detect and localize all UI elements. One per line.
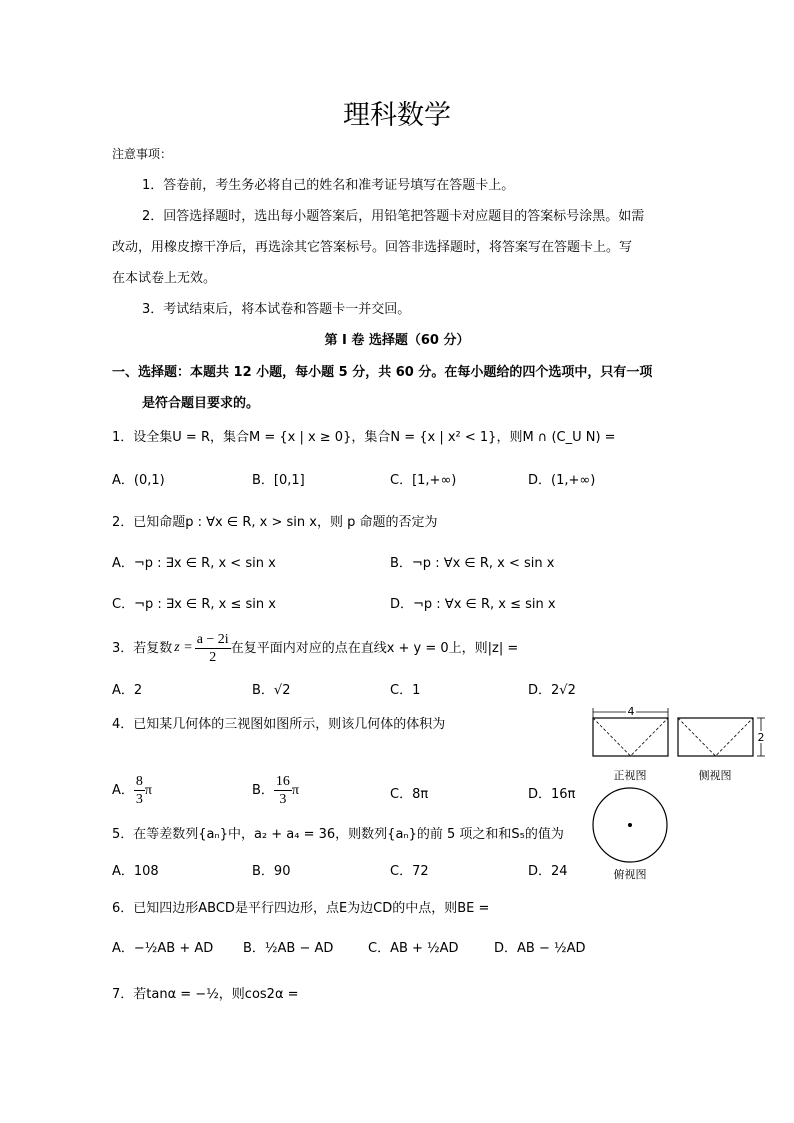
- q4-option-a-num: 8: [135, 774, 143, 789]
- q3-option-c: C．1: [390, 683, 421, 698]
- q2-option-d: D．¬p : ∀x ∈ R, x ≤ sin x: [390, 597, 556, 612]
- q3-option-d: D．2√2: [528, 683, 576, 698]
- q4-option-c: C．8π: [390, 787, 429, 802]
- q6-stem: 6．已知四边形ABCD是平行四边形，点E为边CD的中点，则BE =: [112, 901, 490, 916]
- section-instruction-cont: 是符合题目要求的。: [142, 396, 260, 411]
- side-view-label: 侧视图: [698, 769, 732, 782]
- top-view-label: 俯视图: [613, 868, 647, 881]
- q2-stem: 2．已知命题p : ∀x ∈ R, x > sin x，则 p 命题的否定为: [112, 515, 438, 530]
- front-view-label: 正视图: [613, 769, 647, 782]
- q6-option-d: D．AB − ½AD: [494, 941, 586, 956]
- q3-z: z =: [174, 640, 193, 655]
- q3-option-b: B．√2: [252, 683, 291, 698]
- side-view-dashed: [678, 718, 753, 756]
- notice-item-3: 3．考试结束后，将本试卷和答题卡一并交回。: [142, 302, 411, 317]
- q7-stem: 7．若tanα = −½，则cos2α =: [112, 987, 299, 1002]
- q3-stem-suffix: 在复平面内对应的点在直线x + y = 0上，则|z| =: [230, 640, 519, 656]
- section-title: 第 I 卷 选择题（60 分）: [324, 333, 470, 348]
- section-instruction: 一、选择题：本题共 12 小题，每小题 5 分，共 60 分。在每小题给的四个选项中，只有一项: [112, 365, 653, 380]
- notice-item-1: 1．答卷前，考生务必将自己的姓名和准考证号填写在答题卡上。: [142, 178, 515, 193]
- q1-option-d: D．(1,+∞): [528, 473, 596, 488]
- page-title: 理科数学: [343, 100, 451, 131]
- q4-option-b-den: 3: [279, 792, 287, 807]
- q3-denominator: 2: [209, 649, 217, 665]
- q5-option-a: A．108: [112, 864, 159, 879]
- q4-option-a-pi: π: [144, 782, 152, 798]
- q6-option-a: A．−½AB + AD: [112, 941, 214, 956]
- q3-stem: [112, 631, 518, 665]
- notice-heading: 注意事项：: [112, 147, 173, 161]
- q6-option-c: C．AB + ½AD: [368, 941, 459, 956]
- front-view-dashed: [593, 718, 668, 756]
- front-view-rect: [593, 718, 668, 756]
- q1-option-c: C．[1,+∞): [390, 473, 457, 488]
- q3-option-a: A．2: [112, 683, 143, 698]
- q4-option-b-label: B．: [252, 783, 274, 798]
- dim-height-label: 2: [757, 731, 765, 744]
- notice-item-2-end: 在本试卷上无效。: [112, 271, 217, 286]
- q2-option-c: C．¬p : ∃x ∈ R, x ≤ sin x: [112, 597, 276, 612]
- q1-stem: 1．设全集U = R，集合M = {x | x ≥ 0}，集合N = {x | x² < 1}，则M ∩ (C_U N) =: [112, 430, 616, 445]
- q2-option-b: B．¬p : ∀x ∈ R, x < sin x: [390, 556, 555, 571]
- q4-stem: 4．已知某几何体的三视图如图所示，则该几何体的体积为: [112, 717, 446, 732]
- q4-option-a-fraction: [134, 774, 145, 807]
- q5-option-c: C．72: [390, 864, 429, 879]
- q3-numerator: a − 2i: [196, 631, 229, 647]
- q5-option-b: B．90: [252, 864, 291, 879]
- notice-item-2-cont: 改动，用橡皮擦干净后，再选涂其它答案标号。回答非选择题时，将答案写在答题卡上。写: [112, 240, 633, 255]
- top-view-center: [628, 823, 632, 827]
- q4-option-a-label: A．: [112, 783, 134, 798]
- three-view-figure: [588, 706, 778, 886]
- q2-option-a: A．¬p : ∃x ∈ R, x < sin x: [112, 556, 276, 571]
- q4-option-b-num: 16: [275, 774, 290, 789]
- q4-option-a: [112, 774, 152, 807]
- q4-option-b-fraction: [274, 774, 292, 807]
- notice-item-2: 2．回答选择题时，选出每小题答案后，用铅笔把答题卡对应题目的答案标号涂黑。如需: [142, 209, 645, 224]
- q5-option-d: D．24: [528, 864, 568, 879]
- q3-fraction: [195, 632, 231, 665]
- q4-option-d: D．16π: [528, 787, 576, 802]
- q3-stem-prefix: 3．若复数: [112, 640, 173, 656]
- q5-stem: 5．在等差数列{aₙ}中，a₂ + a₄ = 36，则数列{aₙ}的前 5 项之和和S₅的值为: [112, 827, 564, 842]
- side-view-rect: [678, 718, 753, 756]
- q1-option-a: A．(0,1): [112, 473, 165, 488]
- q6-option-b: B．½AB − AD: [243, 941, 334, 956]
- q4-option-b-pi: π: [291, 782, 299, 798]
- q4-option-a-den: 3: [135, 792, 143, 807]
- q4-option-b: [252, 774, 299, 807]
- q1-option-b: B．[0,1]: [252, 473, 305, 488]
- dim-width-label: 4: [627, 706, 635, 718]
